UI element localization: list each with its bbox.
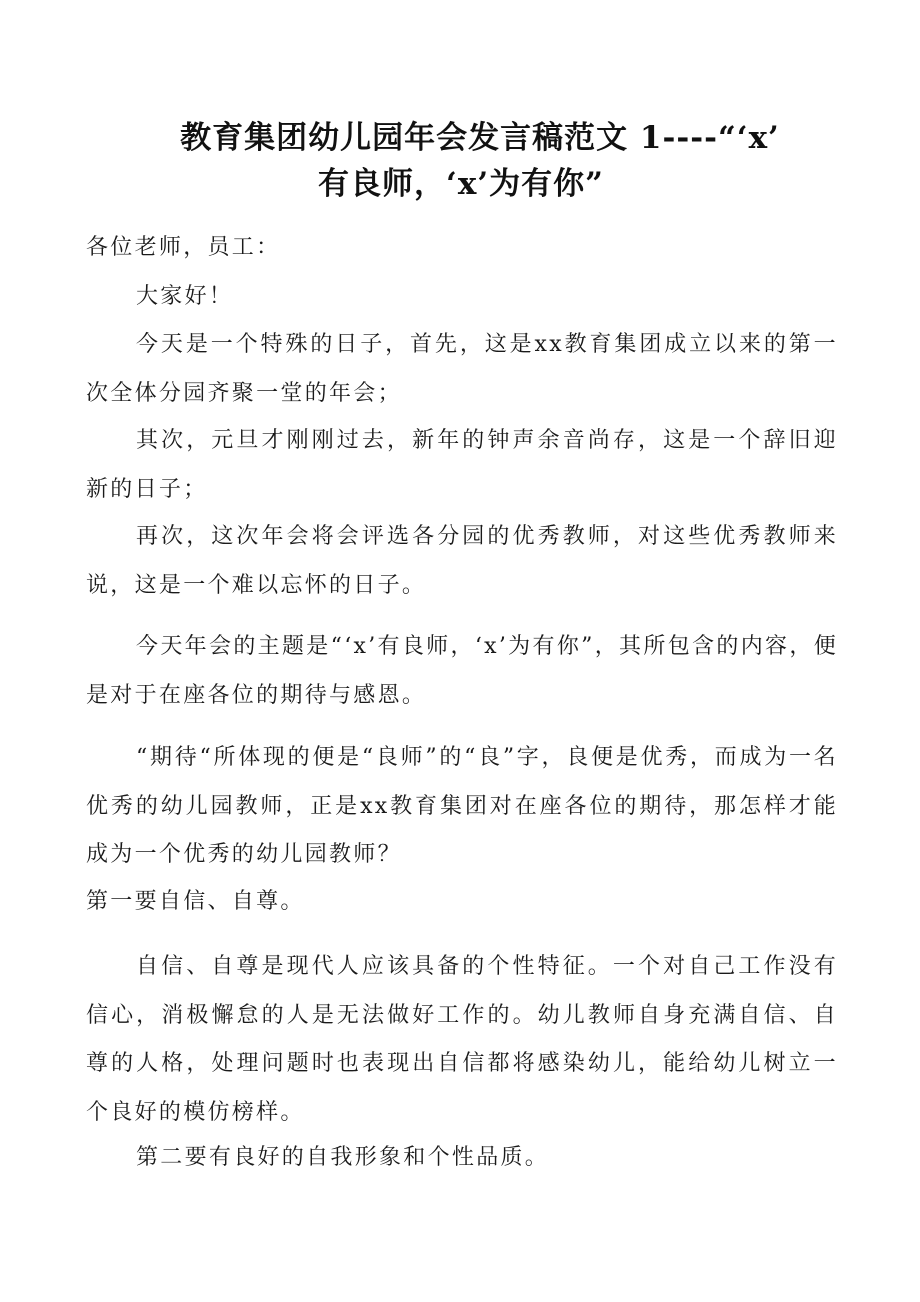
section-heading-1: 第一要自信、自尊。 xyxy=(86,889,305,914)
body-paragraph-1: 今天是一个特殊的日子，首先，这是xx教育集团成立以来的第一次全体分园齐聚一堂的年会； xyxy=(86,332,838,406)
salutation-paragraph: 各位老师，员工： xyxy=(86,235,281,260)
document-title-line-1: 教育集团幼儿园年会发言稿范文 1----“‘x’ xyxy=(180,120,780,156)
body-paragraph-6: 自信、自尊是现代人应该具备的个性特征。一个对自己工作没有信心，消极懈怠的人是无法做好工作的。幼儿教师自身充满自信、自尊的人格，处理问题时也表现出自信都将感染幼儿，能给幼儿树立一个良好的模仿榜样。 xyxy=(86,954,838,1125)
greeting-paragraph: 大家好！ xyxy=(136,284,234,309)
body-paragraph-5: “期待“所体现的便是“良师”的“良”字，良便是优秀，而成为一名优秀的幼儿园教师，正是xx教育集团对在座各位的期待，那怎样才能成为一个优秀的幼儿园教师？ xyxy=(86,745,838,867)
body-paragraph-3: 再次，这次年会将会评选各分园的优秀教师，对这些优秀教师来说，这是一个难以忘怀的日子。 xyxy=(86,524,838,598)
body-paragraph-2: 其次，元旦才刚刚过去，新年的钟声余音尚存，这是一个辞旧迎新的日子； xyxy=(86,428,838,502)
body-paragraph-4: 今天年会的主题是“‘x’有良师，‘x’为有你”，其所包含的内容，便是对于在座各位的期待与感恩。 xyxy=(86,634,838,708)
document-title-line-2: 有良师，‘x’为有你” xyxy=(318,166,604,202)
section-heading-2: 第二要有良好的自我形象和个性品质。 xyxy=(136,1145,550,1170)
